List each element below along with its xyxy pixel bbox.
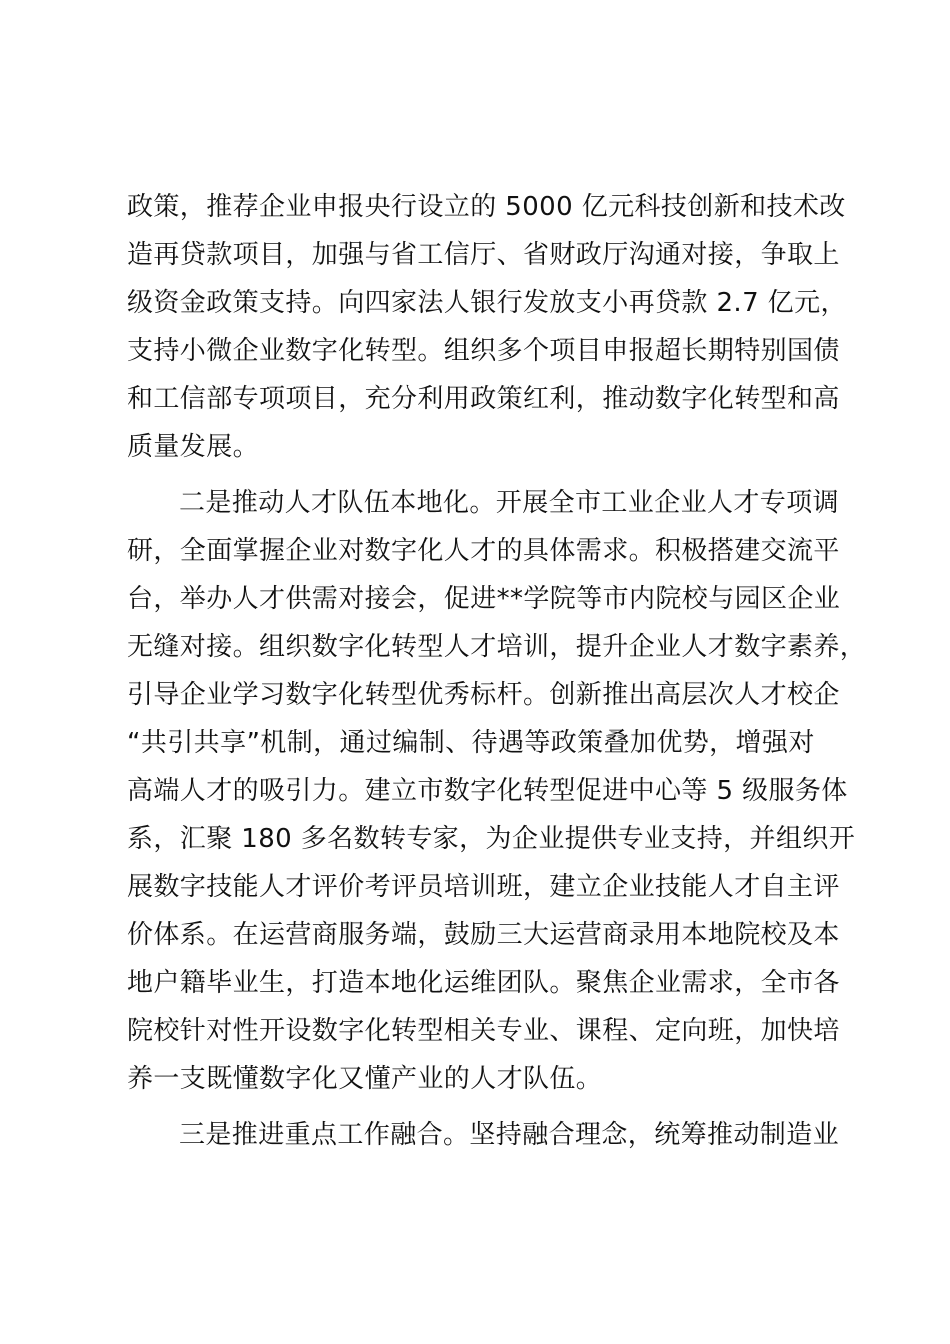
text-line: 系，汇聚 180 多名数转专家，为企业提供专业支持，并组织开 [127,824,856,854]
text-line: 级资金政策支持。向四家法人银行发放支小再贷款 2.7 亿元， [127,288,847,318]
text-line: 展数字技能人才评价考评员培训班，建立企业技能人才自主评 [127,872,840,902]
text-line: 造再贷款项目，加强与省工信厅、省财政厅沟通对接，争取上 [127,240,840,270]
text-line: 高端人才的吸引力。建立市数字化转型促进中心等 5 级服务体 [127,776,848,806]
text-line: 质量发展。 [127,432,260,462]
text-line: 养一支既懂数字化又懂产业的人才队伍。 [127,1064,603,1094]
text-line: 价体系。在运营商服务端，鼓励三大运营商录用本地院校及本 [127,920,840,950]
text-line: 引导企业学习数字化转型优秀标杆。创新推出高层次人才校企 [127,680,840,710]
text-line: 支持小微企业数字化转型。组织多个项目申报超长期特别国债 [127,336,840,366]
paragraph-heading-line: 三是推进重点工作融合。坚持融合理念，统筹推动制造业 [179,1120,840,1150]
text-line: 研，全面掌握企业对数字化人才的具体需求。积极搭建交流平 [127,536,840,566]
text-line: 和工信部专项项目，充分利用政策红利，推动数字化转型和高 [127,384,840,414]
text-line: 院校针对性开设数字化转型相关专业、课程、定向班，加快培 [127,1016,840,1046]
paragraph-heading-line: 二是推动人才队伍本地化。开展全市工业企业人才专项调 [179,488,840,518]
text-line: 台，举办人才供需对接会，促进**学院等市内院校与园区企业 [127,584,841,614]
text-line: 地户籍毕业生，打造本地化运维团队。聚焦企业需求，全市各 [127,968,840,998]
text-line: 无缝对接。组织数字化转型人才培训，提升企业人才数字素养， [127,632,867,662]
text-line: 政策，推荐企业申报央行设立的 5000 亿元科技创新和技术改 [127,192,846,222]
text-line: “共引共享”机制，通过编制、待遇等政策叠加优势，增强对 [127,728,815,758]
